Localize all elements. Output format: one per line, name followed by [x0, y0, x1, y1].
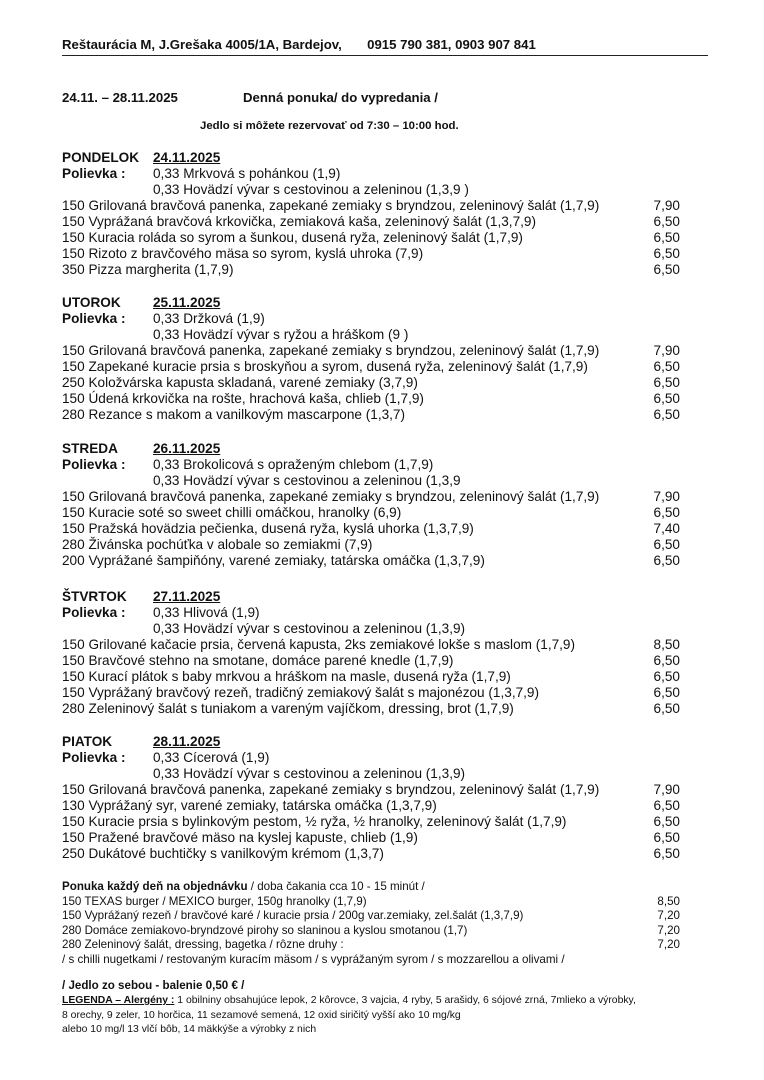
- meal-text: 250 Dukátové buchtičky s vanilkovým krémom (1,3,7): [62, 846, 384, 861]
- meal-price: 7,40: [653, 521, 680, 536]
- restaurant-address: Reštaurácia M, J.Grešaka 4005/1A, Bardejov,: [62, 37, 342, 52]
- offer-item: [62, 938, 684, 953]
- soup-item: 0,33 Mrkvová s pohánkou (1,9): [153, 166, 341, 181]
- meal-text: 150 Zapekané kuracie prsia s broskyňou a syrom, dusená ryža, zeleninový šalát (1,7,9): [62, 359, 588, 374]
- soup-item: 0,33 Hovädzí vývar s cestovinou a zeleninou (1,3,9): [153, 621, 466, 636]
- meal-row: [62, 505, 684, 521]
- takeaway-packaging: / Jedlo zo sebou - balenie 0,50 € /: [62, 979, 245, 992]
- meal-row: [62, 230, 684, 246]
- meal-row: [62, 669, 684, 685]
- offer-item: [62, 895, 684, 910]
- offer-item-text: 280 Domáce zemiakovo-bryndzové pirohy so slaninou a kyslou smotanou (1,7): [62, 923, 468, 937]
- meal-text: 150 Pražská hovädzia pečienka, dusená ryža, kyslá uhorka (1,3,7,9): [62, 521, 474, 536]
- meal-text: 280 Živánska pochúťka v alobale so zemiakmi (7,9): [62, 537, 373, 552]
- legend-label: LEGENDA – Alergény :: [62, 995, 175, 1006]
- day-date: 24.11.2025: [153, 150, 221, 165]
- meal-row: [62, 782, 684, 798]
- soup-label: Polievka :: [62, 457, 126, 472]
- restaurant-header: [62, 37, 708, 56]
- soup-item: 0,33 Hlivová (1,9): [153, 605, 260, 620]
- meal-row: [62, 830, 684, 846]
- soup-label: Polievka :: [62, 750, 126, 765]
- legend-line-1: 1 obilniny obsahujúce lepok, 2 kôrovce, 3 vajcia, 4 ryby, 5 arašidy, 6 sójové zrná, 7mlieko a výrobky,: [174, 995, 636, 1006]
- meal-row: [62, 262, 684, 278]
- meal-row: [62, 246, 684, 262]
- meal-price: 6,50: [653, 505, 680, 520]
- meal-text: 150 Kuracie soté so sweet chilli omáčkou, hranolky (6,9): [62, 505, 402, 520]
- soup-label: Polievka :: [62, 605, 126, 620]
- day-name: PONDELOK: [62, 150, 140, 165]
- day-name: UTOROK: [62, 295, 121, 310]
- meal-price: 6,50: [653, 669, 680, 684]
- day-section-friday: [62, 734, 684, 862]
- daily-offer: [62, 880, 684, 968]
- offer-item-text: 150 Vyprážaný rezeň / bravčové karé / kuracie prsia / 200g var.zemiaky, zel.šalát (1,3,7,9): [62, 909, 524, 923]
- soup-row: [62, 166, 684, 182]
- day-section-thursday: [62, 589, 684, 717]
- meal-price: 7,90: [653, 489, 680, 504]
- meal-text: 150 Grilovaná bravčová panenka, zapekané zemiaky s bryndzou, zeleninový šalát (1,7,9): [62, 343, 600, 358]
- meal-price: 6,50: [653, 846, 680, 861]
- meal-row: [62, 407, 684, 423]
- meal-row: [62, 798, 684, 814]
- soup-label: Polievka :: [62, 166, 126, 181]
- reservation-note: Jedlo si môžete rezervovať od 7:30 – 10:00 hod.: [200, 120, 459, 132]
- day-name: ŠTVRTOK: [62, 589, 127, 604]
- meal-price: 7,90: [653, 343, 680, 358]
- meal-price: 6,50: [653, 701, 680, 716]
- offer-item: [62, 924, 684, 939]
- meal-row: [62, 846, 684, 862]
- meal-text: 150 Rizoto z bravčového mäsa so syrom, kyslá uhroka (7,9): [62, 246, 424, 261]
- meal-price: 6,50: [653, 214, 680, 229]
- day-date: 25.11.2025: [153, 295, 221, 310]
- soup-row: [62, 473, 684, 489]
- soup-item: 0,33 Hovädzí vývar s cestovinou a zeleninou (1,3,9: [153, 473, 461, 488]
- meal-text: 150 Grilovaná bravčová panenka, zapekané zemiaky s bryndzou, zeleninový šalát (1,7,9): [62, 782, 600, 797]
- meal-text: 130 Vyprážaný syr, varené zemiaky, tatárska omáčka (1,3,7,9): [62, 798, 437, 813]
- meal-text: 250 Koložvárska kapusta skladaná, varené zemiaky (3,7,9): [62, 375, 418, 390]
- meal-price: 6,50: [653, 407, 680, 422]
- meal-price: 6,50: [653, 359, 680, 374]
- meal-text: 150 Vyprážaný bravčový rezeň, tradičný zemiakový šalát s majonézou (1,3,7,9): [62, 685, 540, 700]
- offer-item-price: 7,20: [657, 923, 680, 937]
- meal-price: 8,50: [653, 637, 680, 652]
- day-section-wednesday: [62, 441, 684, 569]
- day-heading: [62, 295, 684, 311]
- soup-row: [62, 621, 684, 637]
- daily-offer-note: / doba čakania cca 10 - 15 minút /: [247, 880, 425, 893]
- meal-text: 150 Bravčové stehno na smotane, domáce parené knedle (1,7,9): [62, 653, 454, 668]
- meal-text: 150 Údená krkovička na rošte, hrachová kaša, chlieb (1,7,9): [62, 391, 424, 406]
- meal-price: 6,50: [653, 391, 680, 406]
- meal-text: 280 Rezance s makom a vanilkovým mascarpone (1,3,7): [62, 407, 406, 422]
- meal-text: 350 Pizza margherita (1,7,9): [62, 262, 234, 277]
- day-date: 28.11.2025: [153, 734, 221, 749]
- meal-price: 7,90: [653, 198, 680, 213]
- day-name: STREDA: [62, 441, 118, 456]
- soup-row: [62, 605, 684, 621]
- meal-price: 6,50: [653, 653, 680, 668]
- day-heading: [62, 150, 684, 166]
- soup-row: [62, 750, 684, 766]
- meal-row: [62, 637, 684, 653]
- meal-row: [62, 343, 684, 359]
- meal-row: [62, 653, 684, 669]
- meal-row: [62, 359, 684, 375]
- soup-item: 0,33 Brokolicová s opraženým chlebom (1,7,9): [153, 457, 434, 472]
- day-name: PIATOK: [62, 734, 113, 749]
- meal-price: 6,50: [653, 798, 680, 813]
- day-section-monday: [62, 150, 684, 278]
- offer-variants: / s chilli nugetkami / restovaným kuracím mäsom / s vyprážaným syrom / s mozzarellou a olivami /: [62, 952, 565, 966]
- day-heading: [62, 441, 684, 457]
- meal-text: 150 Grilovaná bravčová panenka, zapekané zemiaky s bryndzou, zeleninový šalát (1,7,9): [62, 489, 600, 504]
- meal-row: [62, 701, 684, 717]
- day-heading: [62, 589, 684, 605]
- offer-item: [62, 909, 684, 924]
- meal-price: 6,50: [653, 375, 680, 390]
- meal-price: 6,50: [653, 230, 680, 245]
- legend-line-2: 8 orechy, 9 zeler, 10 horčica, 11 sezamové semená, 12 oxid siričitý vyšší ako 10 mg/kg: [62, 1009, 461, 1021]
- meal-row: [62, 391, 684, 407]
- day-heading: [62, 734, 684, 750]
- meal-price: 6,50: [653, 262, 680, 277]
- daily-offer-heading: [62, 880, 684, 895]
- meal-price: 6,50: [653, 537, 680, 552]
- meal-text: 280 Zeleninový šalát s tuniakom a vareným vajíčkom, dressing, brot (1,7,9): [62, 701, 514, 716]
- meal-row: [62, 553, 684, 569]
- meal-row: [62, 375, 684, 391]
- soup-item: 0,33 Hovädzí vývar s cestovinou a zeleninou (1,3,9 ): [153, 182, 469, 197]
- meal-row: [62, 198, 684, 214]
- meal-price: 6,50: [653, 553, 680, 568]
- menu-title: Denná ponuka/ do vypredania /: [243, 90, 438, 105]
- meal-row: [62, 685, 684, 701]
- soup-row: [62, 182, 684, 198]
- offer-item-price: 7,20: [657, 909, 680, 923]
- day-date: 27.11.2025: [153, 589, 221, 604]
- soup-row: [62, 457, 684, 473]
- soup-label: Polievka :: [62, 311, 126, 326]
- meal-price: 6,50: [653, 685, 680, 700]
- meal-text: 200 Vyprážané šampiňóny, varené zemiaky, tatárska omáčka (1,3,7,9): [62, 553, 485, 568]
- meal-text: 150 Grilovaná bravčová panenka, zapekané zemiaky s bryndzou, zeleninový šalát (1,7,9): [62, 198, 600, 213]
- soup-item: 0,33 Cícerová (1,9): [153, 750, 270, 765]
- day-date: 26.11.2025: [153, 441, 221, 456]
- meal-text: 150 Vyprážaná bravčová krkovička, zemiaková kaša, zeleninový šalát (1,3,7,9): [62, 214, 537, 229]
- meal-text: 150 Kurací plátok s baby mrkvou a hráškom na masle, dusená ryža (1,7,9): [62, 669, 511, 684]
- soup-item: 0,33 Hovädzí vývar s cestovinou a zeleninou (1,3,9): [153, 766, 466, 781]
- restaurant-phones: 0915 790 381, 0903 907 841: [367, 37, 536, 52]
- legend-line-3: alebo 10 mg/l 13 vlčí bôb, 14 mäkkýše a výrobky z nich: [62, 1024, 317, 1035]
- day-section-tuesday: [62, 295, 684, 423]
- meal-row: [62, 814, 684, 830]
- soup-item: 0,33 Hovädzí vývar s ryžou a hráškom (9 ): [153, 327, 409, 342]
- meal-text: 150 Grilované kačacie prsia, červená kapusta, 2ks zemiakové lokše s maslom (1,7,9): [62, 637, 576, 652]
- offer-item-price: 8,50: [657, 894, 680, 908]
- offer-item-text: 280 Zeleninový šalát, dressing, bagetka / rôzne druhy :: [62, 938, 344, 952]
- soup-row: [62, 766, 684, 782]
- footer: [62, 979, 722, 1038]
- soup-item: 0,33 Držková (1,9): [153, 311, 265, 326]
- meal-price: 7,90: [653, 782, 680, 797]
- offer-item-text: 150 TEXAS burger / MEXICO burger, 150g hranolky (1,7,9): [62, 894, 367, 908]
- meal-row: [62, 537, 684, 553]
- meal-price: 6,50: [653, 246, 680, 261]
- soup-row: [62, 327, 684, 343]
- meal-row: [62, 521, 684, 537]
- meal-row: [62, 489, 684, 505]
- soup-row: [62, 311, 684, 327]
- meal-row: [62, 214, 684, 230]
- meal-text: 150 Kuracia roláda so syrom a šunkou, dusená ryža, zeleninový šalát (1,7,9): [62, 230, 523, 245]
- meal-price: 6,50: [653, 830, 680, 845]
- meal-price: 6,50: [653, 814, 680, 829]
- meal-text: 150 Pražené bravčové mäso na kyslej kapuste, chlieb (1,9): [62, 830, 418, 845]
- week-range: 24.11. – 28.11.2025: [62, 90, 178, 105]
- meal-text: 150 Kuracie prsia s bylinkovým pestom, ½ ryža, ½ hranolky, zeleninový šalát (1,7,9): [62, 814, 567, 829]
- daily-offer-title: Ponuka každý deň na objednávku: [62, 880, 248, 893]
- offer-item-price: 7,20: [657, 938, 680, 952]
- allergen-legend: [62, 994, 722, 1009]
